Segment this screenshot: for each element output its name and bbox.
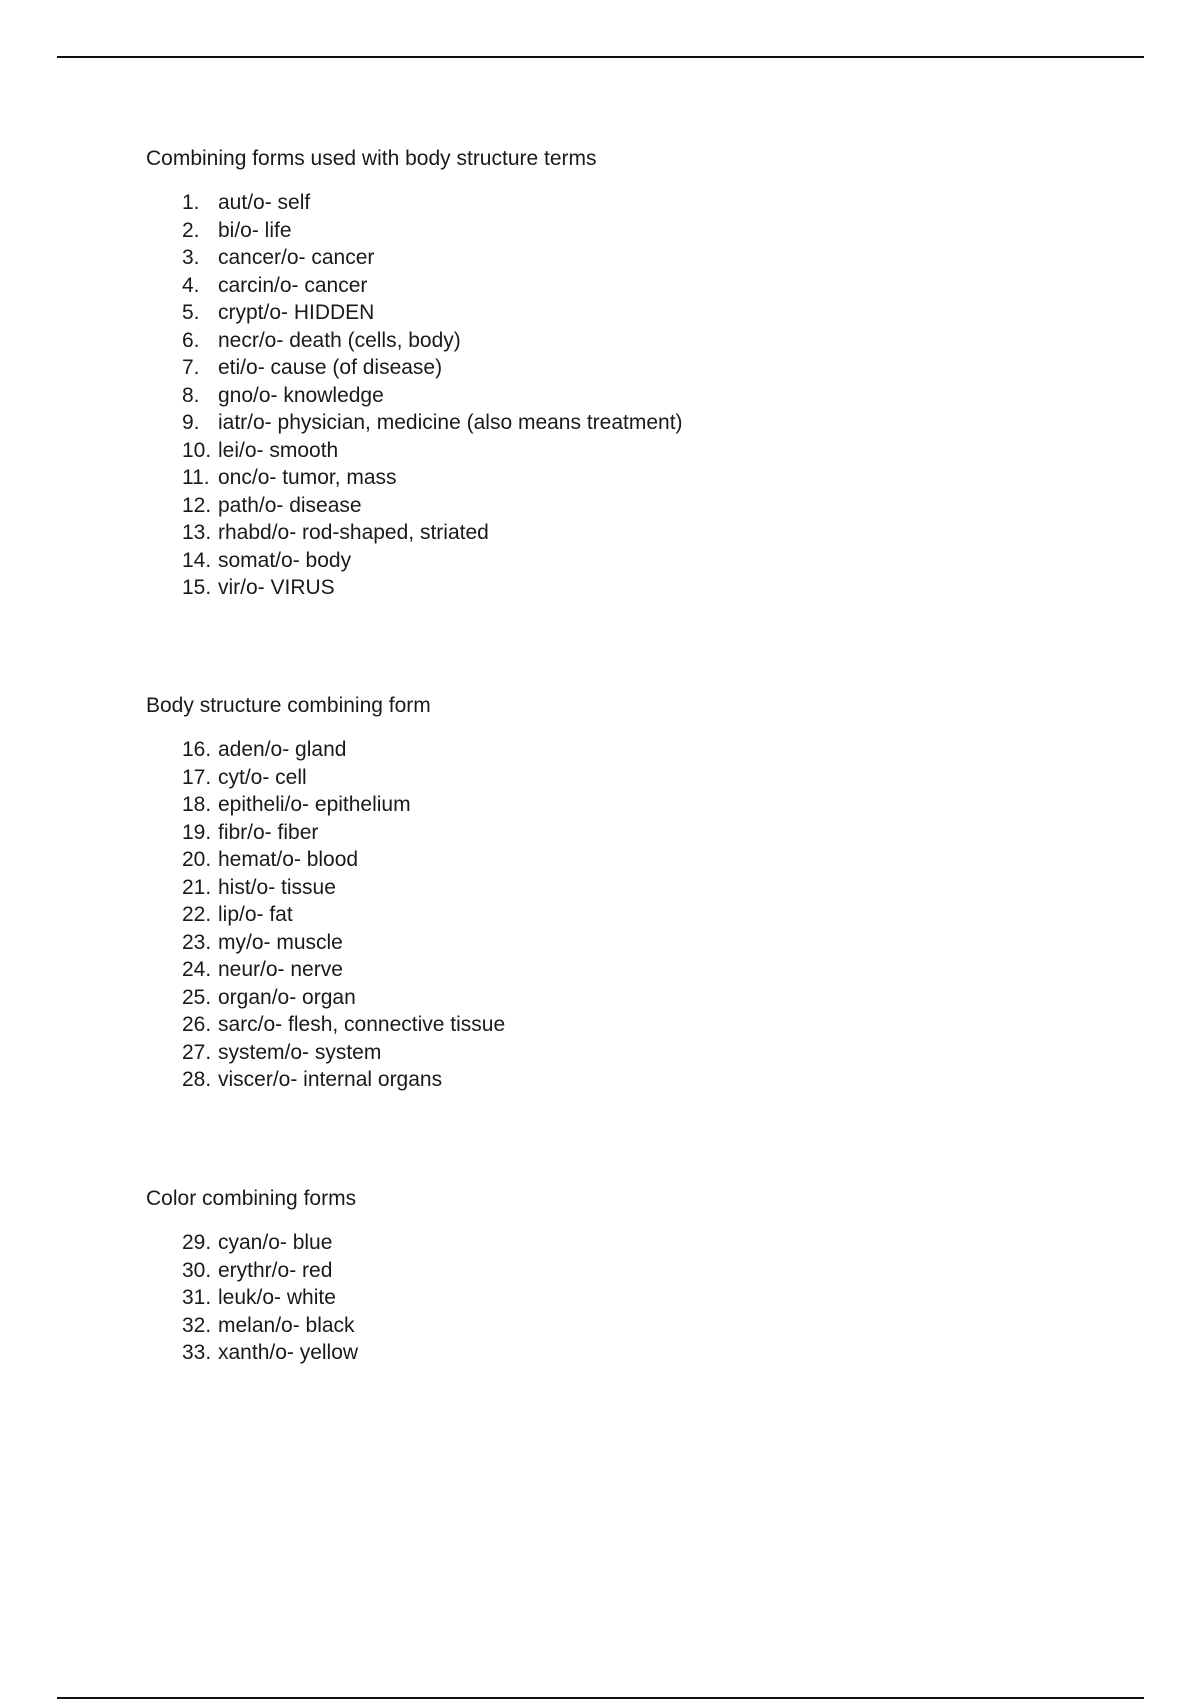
list-item xyxy=(146,299,1046,327)
list-item xyxy=(146,901,1046,929)
list-item-text: sarc/o- flesh, connective tissue xyxy=(218,1013,506,1036)
list-item-number: 23. xyxy=(182,930,212,954)
list-item-number: 19. xyxy=(182,820,212,844)
list-item-number: 29. xyxy=(182,1231,212,1254)
section-title: Body structure combining form xyxy=(146,694,431,717)
list-item-number: 16. xyxy=(182,738,212,761)
list-item-text: epitheli/o- epithelium xyxy=(218,793,411,816)
list-item-number: 25. xyxy=(182,985,212,1009)
section-color-combining-forms xyxy=(146,1185,1046,1367)
list-item xyxy=(146,791,1046,819)
list-item xyxy=(146,189,1046,217)
list-item-text: hist/o- tissue xyxy=(218,875,336,899)
list-item xyxy=(146,874,1046,902)
list-item xyxy=(146,437,1046,465)
header-rule xyxy=(57,56,1144,58)
section-title: Combining forms used with body structure terms xyxy=(146,147,597,170)
list-item xyxy=(146,382,1046,410)
list-item-text: fibr/o- fiber xyxy=(218,820,319,844)
list-item xyxy=(146,956,1046,984)
list-item-number: 14. xyxy=(182,548,212,572)
list-item xyxy=(146,819,1046,847)
footer-rule xyxy=(57,1697,1144,1699)
list-item-text: eti/o- cause (of disease) xyxy=(218,356,443,379)
list-item xyxy=(146,409,1046,437)
list-item-text: xanth/o- yellow xyxy=(218,1341,359,1364)
list-item-number: 15. xyxy=(182,576,212,599)
list-item xyxy=(146,492,1046,520)
list-item-number: 20. xyxy=(182,848,212,871)
list-item xyxy=(146,984,1046,1012)
list-item-number: 10. xyxy=(182,438,212,462)
list-item-text: onc/o- tumor, mass xyxy=(218,466,397,489)
list-item-text: my/o- muscle xyxy=(218,930,343,954)
list-item-number: 4. xyxy=(182,273,200,297)
list-item-number: 31. xyxy=(182,1286,212,1309)
section-body-structure-combining-form xyxy=(146,692,1046,1094)
list-item-number: 30. xyxy=(182,1258,212,1282)
list-item-text: lei/o- smooth xyxy=(218,438,339,462)
list-item-text: neur/o- nerve xyxy=(218,958,343,981)
list-item-number: 22. xyxy=(182,903,212,926)
list-item-text: path/o- disease xyxy=(218,493,362,517)
list-item xyxy=(146,736,1046,764)
list-item-text: gno/o- knowledge xyxy=(218,383,384,407)
list-item-text: erythr/o- red xyxy=(218,1258,333,1282)
list-item-text: iatr/o- physician, medicine (also means treatment) xyxy=(218,411,683,434)
list-item-number: 2. xyxy=(182,218,200,242)
list-item xyxy=(146,1284,1046,1312)
list-item-number: 18. xyxy=(182,793,212,816)
list-item xyxy=(146,519,1046,547)
list-item-text: carcin/o- cancer xyxy=(218,273,368,297)
list-item-text: rhabd/o- rod-shaped, striated xyxy=(218,521,489,544)
list-item-number: 13. xyxy=(182,521,212,544)
list-item-text: cancer/o- cancer xyxy=(218,246,375,269)
list-item-text: vir/o- VIRUS xyxy=(218,576,335,599)
list-item-text: aut/o- self xyxy=(218,191,311,214)
section-title: Color combining forms xyxy=(146,1187,357,1210)
list-item xyxy=(146,1039,1046,1067)
list-item-number: 28. xyxy=(182,1068,212,1091)
list-item xyxy=(146,464,1046,492)
list-item-text: hemat/o- blood xyxy=(218,848,359,871)
term-list xyxy=(146,1229,1046,1367)
list-item-number: 12. xyxy=(182,493,212,517)
list-item xyxy=(146,1339,1046,1367)
list-item-number: 7. xyxy=(182,356,200,379)
list-item xyxy=(146,929,1046,957)
list-item-text: lip/o- fat xyxy=(218,903,293,926)
list-item xyxy=(146,1066,1046,1094)
list-item-number: 24. xyxy=(182,958,212,981)
list-item-text: crypt/o- HIDDEN xyxy=(218,301,375,324)
list-item xyxy=(146,217,1046,245)
list-item-number: 26. xyxy=(182,1013,212,1036)
list-item-number: 11. xyxy=(182,466,210,489)
term-list xyxy=(146,736,1046,1094)
list-item-number: 32. xyxy=(182,1313,212,1337)
list-item-number: 9. xyxy=(182,411,200,434)
list-item xyxy=(146,574,1046,602)
list-item-number: 17. xyxy=(182,765,212,789)
list-item xyxy=(146,1257,1046,1285)
list-item-text: leuk/o- white xyxy=(218,1286,336,1309)
list-item xyxy=(146,1011,1046,1039)
list-item xyxy=(146,846,1046,874)
section-body-structure-terms xyxy=(146,145,1046,602)
list-item xyxy=(146,1312,1046,1340)
list-item xyxy=(146,244,1046,272)
list-item-number: 1. xyxy=(182,191,200,214)
list-item-number: 8. xyxy=(182,383,200,407)
list-item xyxy=(146,327,1046,355)
list-item-text: aden/o- gland xyxy=(218,738,347,761)
list-item-text: system/o- system xyxy=(218,1040,382,1064)
term-list xyxy=(146,189,1046,602)
list-item-text: somat/o- body xyxy=(218,548,352,572)
list-item-number: 6. xyxy=(182,328,200,352)
list-item-number: 3. xyxy=(182,246,200,269)
list-item-text: viscer/o- internal organs xyxy=(218,1068,443,1091)
list-item-text: organ/o- organ xyxy=(218,985,356,1009)
list-item-text: melan/o- black xyxy=(218,1313,355,1337)
list-item xyxy=(146,1229,1046,1257)
list-item xyxy=(146,272,1046,300)
list-item-text: cyt/o- cell xyxy=(218,765,307,789)
list-item-text: bi/o- life xyxy=(218,218,292,242)
list-item-number: 33. xyxy=(182,1341,212,1364)
list-item-number: 21. xyxy=(182,875,212,899)
list-item-text: necr/o- death (cells, body) xyxy=(218,328,461,352)
list-item-text: cyan/o- blue xyxy=(218,1231,333,1254)
list-item xyxy=(146,547,1046,575)
list-item-number: 5. xyxy=(182,301,200,324)
list-item xyxy=(146,764,1046,792)
list-item-number: 27. xyxy=(182,1040,212,1064)
list-item xyxy=(146,354,1046,382)
